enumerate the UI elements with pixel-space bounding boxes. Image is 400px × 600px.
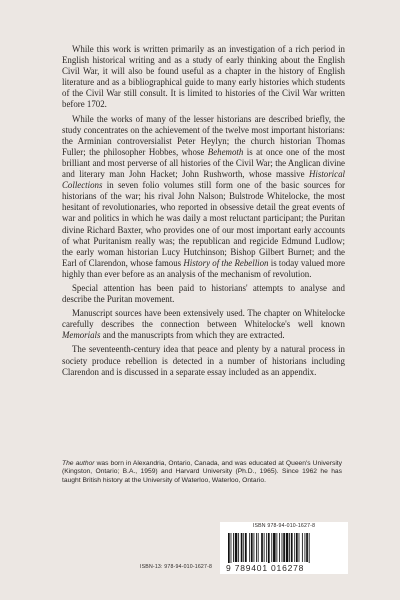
barcode-bar — [261, 533, 263, 562]
barcode-bars — [228, 533, 340, 563]
blurb-paragraph-1: While this work is written primarily as an investigation of a rich period in English historical writing and as a study of early thinking about the English Civil War, it will also be found useful as a chapter in the history of English literature and as a bibliographical guide to many early histories which students of the Civil War still consult. It is limited to histories of the Civil War written before 1702. — [62, 44, 345, 110]
barcode-bar — [231, 533, 232, 563]
barcode-digits: 9 789401 016278 — [226, 563, 305, 573]
barcode-bar — [266, 533, 267, 562]
barcode-bar — [309, 533, 310, 563]
author-bio-lead: The author — [62, 460, 95, 467]
blurb-paragraph-4: Manuscript sources have been extensively used. The chapter on Whitelocke carefully describes the connection between Whitelocke's well known Memorials and the manuscripts from which they are extracted. — [62, 308, 345, 341]
title-historical-collections: Historical Collections — [62, 169, 345, 191]
title-memorials: Memorials — [62, 330, 101, 341]
barcode-bar — [273, 533, 276, 562]
barcode-bar — [286, 533, 289, 562]
barcode-bar — [283, 533, 285, 562]
barcode-bar — [228, 533, 230, 563]
barcode-bar — [305, 533, 306, 562]
title-history-of-the-rebellion: History of the Rebellion — [183, 257, 269, 268]
barcode-bar — [291, 533, 293, 562]
barcode-bar — [289, 533, 290, 562]
blurb-paragraph-2: While the works of many of the lesser historians are described briefly, the study concentrates on the achievement of the twelve most important historians: the Arminian controversialist Peter Heylyn; the church historian Thomas Fuller; the philosopher Hobbes, whose Behemoth is at once one of the most brilliant and most perverse of all histories of the Civil War; the Anglican divine and literary man John Hacket; John Rushworth, whose massive Historical Collections in seven folio volumes still form one of the basic sources for historians of the war; his rival John Nalson; Bulstrode Whitelocke, the most hesitant of revolutionaries, who reported in obsessive detail the great events of war and politics in which he was daily a most reluctant participant; the Puritan divine Richard Baxter, who provides one of our most important early accounts of what Puritanism really was; the republican and regicide Edmund Ludlow; the early woman historian Lucy Hutchinson; Bishop Gilbert Burnet; and the Earl of Clarendon, whose famous History of the Rebellion is today valued more highly than ever before as an analysis of the mechanism of revolution. — [62, 113, 345, 279]
barcode-bar — [238, 533, 239, 562]
barcode-bar — [258, 533, 259, 562]
barcode-bar — [299, 533, 300, 562]
barcode-bar — [251, 533, 253, 562]
barcode-bar — [264, 533, 265, 562]
barcode-bar — [241, 533, 243, 562]
barcode-bar — [268, 533, 270, 563]
title-behemoth: Behemoth — [207, 146, 244, 157]
isbn13-label: ISBN-13: 978-94-010-1627-8 — [140, 564, 213, 570]
barcode-bar — [243, 533, 244, 562]
barcode-bar — [276, 533, 277, 562]
barcode-bar — [245, 533, 247, 562]
author-bio: The author was born in Alexandria, Ontario, Canada, and was educated at Queen's University (Kingston, Ontario; B.A., 1959) and Harvard University (Ph.D., 1965). Since 1962 he has taught British history at the University of Waterloo, Waterloo, Ontario. — [62, 460, 343, 484]
barcode-bar — [256, 533, 257, 562]
barcode-bar — [296, 533, 298, 562]
barcode-bar — [254, 533, 255, 562]
barcode-bar — [235, 533, 238, 562]
barcode-bar — [233, 533, 234, 562]
isbn-label: ISBN 978-94-010-1627-8 — [220, 522, 348, 530]
barcode-bar — [282, 533, 283, 562]
blurb-paragraph-3: Special attention has been paid to historians' attempts to analyse and describe the Puritan movement. — [62, 282, 345, 305]
blurb-paragraph-5: The seventeenth-century idea that peace and plenty by a natural process in society produce rebellion is detected in a number of historians including Clarendon and is discussed in a separate essay included as an appendix. — [62, 344, 345, 377]
blurb — [62, 44, 345, 381]
barcode-bar — [249, 533, 250, 562]
barcode-bar — [271, 533, 272, 562]
barcode-bar — [302, 533, 303, 562]
barcode — [220, 530, 348, 574]
barcode-bar — [279, 533, 280, 562]
barcode-bar — [306, 533, 308, 562]
barcode-bar — [294, 533, 295, 562]
